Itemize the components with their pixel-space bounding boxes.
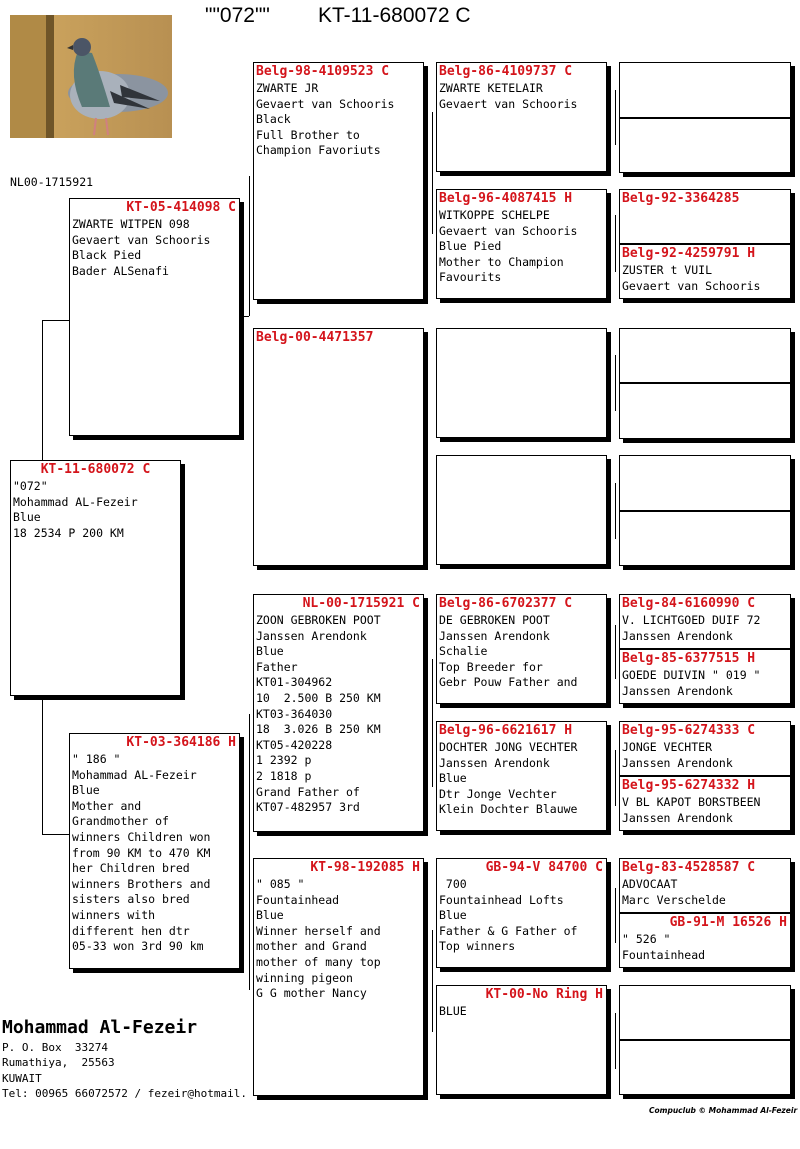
- dam-line-9: winners Brothers and: [72, 876, 211, 891]
- dam-dam-line-8: G G mother Nancy: [256, 986, 367, 1001]
- ds-dam-ring: Belg-96-6621617 H: [439, 723, 573, 738]
- dam-line-12: different hen dtr: [72, 923, 190, 938]
- ss-dam-line-4: Mother to Champion: [439, 254, 564, 269]
- ss-dam-card[interactable]: [436, 189, 607, 299]
- dd-sire-line-2: Fountainhead Lofts: [439, 892, 564, 907]
- ds-sire-line-1: DE GEBROKEN POOT: [439, 613, 550, 627]
- g4-card-10[interactable]: [619, 649, 791, 704]
- ds-dam-line-2: Janssen Arendonk: [439, 755, 550, 770]
- g4-card-8[interactable]: [619, 511, 791, 566]
- sire-line-4: Bader ALSenafi: [72, 263, 169, 278]
- ss-dam-line-2: Gevaert van Schooris: [439, 223, 578, 238]
- dam-line-7: from 90 KM to 470 KM: [72, 845, 211, 860]
- dam-line-6: winners Children won: [72, 829, 211, 844]
- g4-card-13-line-2: Marc Verschelde: [622, 892, 726, 907]
- dam-sire-line-11: 2 1818 p: [256, 768, 312, 783]
- g4-card-6[interactable]: [619, 383, 791, 439]
- subject-line-4: 18 2534 P 200 KM: [13, 525, 124, 540]
- dam-sire-line-3: Blue: [256, 644, 284, 659]
- ds-sire-card[interactable]: [436, 594, 607, 704]
- dam-sire-line-7: KT03-364030: [256, 706, 333, 721]
- g4-card-13[interactable]: [619, 858, 791, 913]
- dam-line-8: her Children bred: [72, 861, 190, 876]
- owner-line-4: Tel: 00965 66072572 / fezeir@hotmail.: [2, 1086, 248, 1100]
- g4-card-9-line-2: Janssen Arendonk: [622, 628, 733, 643]
- owner-line-2: Rumathiya, 25563: [2, 1056, 115, 1070]
- subject-line-2: Mohammad AL-Fezeir: [13, 494, 138, 509]
- dd-sire-ring: GB-94-V 84700 C: [485, 860, 603, 875]
- sire-line-2: Gevaert van Schooris: [72, 232, 211, 247]
- dam-sire-ring: NL-00-1715921 C: [302, 596, 420, 611]
- sd-sire-card[interactable]: [436, 328, 607, 438]
- dam-dam-line-4: Winner herself and: [256, 923, 381, 938]
- sire-sire-line-5: Champion Favoriuts: [256, 143, 381, 158]
- dd-sire-card[interactable]: [436, 858, 607, 968]
- g4-card-12-line-1: V BL KAPOT BORSTBEEN: [622, 795, 761, 809]
- ss-dam-line-1: WITKOPPE SCHELPE: [439, 208, 550, 222]
- g4-card-14-ring: GB-91-M 16526 H: [669, 915, 787, 930]
- g4-card-10-line-2: Janssen Arendonk: [622, 683, 733, 698]
- ds-sire-line-4: Top Breeder for: [439, 659, 543, 674]
- sire-sire-ring: Belg-98-4109523 C: [256, 64, 390, 79]
- dam-line-1: " 186 ": [72, 752, 121, 766]
- g4-card-7[interactable]: [619, 455, 791, 511]
- g4-card-10-line-1: GOEDE DUIVIN " 019 ": [622, 668, 761, 682]
- ss-sire-ring: Belg-86-4109737 C: [439, 64, 573, 79]
- g4-card-4-ring: Belg-92-4259791 H: [622, 246, 756, 261]
- g4-card-4-line-1: ZUSTER t VUIL: [622, 263, 713, 277]
- sire-sire-line-4: Full Brother to: [256, 127, 360, 142]
- g4-card-9[interactable]: [619, 594, 791, 649]
- g4-card-10-ring: Belg-85-6377515 H: [622, 651, 756, 666]
- g4-card-11-ring: Belg-95-6274333 C: [622, 723, 756, 738]
- g4-card-12-line-2: Janssen Arendonk: [622, 810, 733, 825]
- dam-sire-line-1: ZOON GEBROKEN POOT: [256, 613, 381, 627]
- ds-dam-line-3: Blue: [439, 771, 467, 786]
- ds-dam-line-5: Klein Dochter Blauwe: [439, 802, 578, 817]
- g4-card-12[interactable]: [619, 776, 791, 831]
- sire-sire-line-2: Gevaert van Schooris: [256, 96, 395, 111]
- dam-dam-line-1: " 085 ": [256, 877, 305, 891]
- ds-dam-card[interactable]: [436, 721, 607, 831]
- sd-dam-card[interactable]: [436, 455, 607, 565]
- sire-card[interactable]: [69, 198, 240, 436]
- owner-name: Mohammad Al-Fezeir: [2, 1017, 198, 1038]
- dd-sire-line-1: 700: [439, 877, 467, 891]
- dd-dam-card[interactable]: [436, 985, 607, 1095]
- pigeon-nickname: ""072"": [205, 4, 270, 27]
- dam-sire-line-6: 10 2.500 B 250 KM: [256, 690, 381, 705]
- dam-sire-line-12: Grand Father of: [256, 784, 360, 799]
- g4-card-3[interactable]: [619, 189, 791, 244]
- sire-line-ring: NL00-1715921: [10, 175, 94, 189]
- dd-dam-ring: KT-00-No Ring H: [485, 987, 603, 1002]
- g4-card-15[interactable]: [619, 985, 791, 1040]
- g4-card-9-ring: Belg-84-6160990 C: [622, 596, 756, 611]
- g4-card-11-line-1: JONGE VECHTER: [622, 740, 713, 754]
- g4-card-9-line-1: V. LICHTGOED DUIF 72: [622, 613, 761, 627]
- dd-sire-line-4: Father & G Father of: [439, 923, 578, 938]
- dam-dam-line-6: mother of many top: [256, 954, 381, 969]
- dam-dam-line-3: Blue: [256, 908, 284, 923]
- sire-ring: KT-05-414098 C: [126, 200, 236, 215]
- owner-line-1: P. O. Box 33274: [2, 1041, 108, 1054]
- sire-sire-line-1: ZWARTE JR: [256, 81, 319, 95]
- g4-card-14-line-1: " 526 ": [622, 932, 671, 946]
- owner-line-3: KUWAIT: [2, 1071, 42, 1085]
- g4-card-4-line-2: Gevaert van Schooris: [622, 278, 761, 293]
- g4-card-4[interactable]: [619, 244, 791, 299]
- dam-ring: KT-03-364186 H: [126, 735, 236, 750]
- dam-dam-line-5: mother and Grand: [256, 939, 367, 954]
- g4-card-11-line-2: Janssen Arendonk: [622, 755, 733, 770]
- g4-card-13-ring: Belg-83-4528587 C: [622, 860, 756, 875]
- ds-dam-line-4: Dtr Jonge Vechter: [439, 786, 557, 801]
- pigeon-photo: [10, 15, 172, 138]
- dam-sire-line-2: Janssen Arendonk: [256, 628, 367, 643]
- pigeon-icon: [10, 15, 172, 138]
- g4-card-14-line-2: Fountainhead: [622, 947, 706, 962]
- dam-line-4: Mother and: [72, 798, 142, 813]
- ds-dam-line-1: DOCHTER JONG VECHTER: [439, 740, 578, 754]
- dd-sire-line-5: Top winners: [439, 939, 516, 954]
- sire-line-1: ZWARTE WITPEN 098: [72, 217, 190, 231]
- g4-card-12-ring: Belg-95-6274332 H: [622, 778, 756, 793]
- ss-sire-card[interactable]: [436, 62, 607, 172]
- dam-line-11: winners with: [72, 907, 156, 922]
- dam-dam-ring: KT-98-192085 H: [310, 860, 420, 875]
- subject-line-1: "072": [13, 479, 48, 493]
- dam-line-3: Blue: [72, 783, 100, 798]
- g4-card-13-line-1: ADVOCAAT: [622, 877, 678, 891]
- sire-dam-ring: Belg-00-4471357: [256, 330, 374, 345]
- g4-card-16[interactable]: [619, 1040, 791, 1095]
- dam-sire-line-13: KT07-482957 3rd: [256, 800, 360, 815]
- dam-sire-line-4: Father: [256, 659, 298, 674]
- sire-sire-line-3: Black: [256, 112, 291, 127]
- owner-address: [2, 1040, 247, 1101]
- g4-card-2[interactable]: [619, 118, 791, 173]
- g4-card-3-ring: Belg-92-3364285: [622, 191, 740, 206]
- subject-pigeon-card[interactable]: [10, 460, 181, 696]
- dam-sire-card[interactable]: [253, 594, 424, 832]
- g4-card-14[interactable]: [619, 913, 791, 968]
- dam-dam-line-7: winning pigeon: [256, 970, 353, 985]
- ds-sire-line-2: Janssen Arendonk: [439, 628, 550, 643]
- ds-sire-line-3: Schalie: [439, 644, 488, 659]
- ss-sire-line-2: Gevaert van Schooris: [439, 96, 578, 111]
- dam-card[interactable]: [69, 733, 240, 969]
- dam-line-5: Grandmother of: [72, 814, 169, 829]
- dam-sire-line-5: KT01-304962: [256, 675, 333, 690]
- sire-dam-card[interactable]: [253, 328, 424, 566]
- dam-sire-line-10: 1 2392 p: [256, 753, 312, 768]
- dam-line-10: sisters also bred: [72, 892, 190, 907]
- ss-dam-ring: Belg-96-4087415 H: [439, 191, 573, 206]
- footer-credit: Compuclub © Mohammad Al-Fezeir: [649, 1106, 798, 1115]
- dam-dam-line-2: Fountainhead: [256, 892, 340, 907]
- dd-sire-line-3: Blue: [439, 908, 467, 923]
- ss-dam-line-3: Blue Pied: [439, 239, 502, 254]
- dam-dam-card[interactable]: [253, 858, 424, 1096]
- dam-line-13: 05-33 won 3rd 90 km: [72, 939, 204, 954]
- dd-dam-line-1: BLUE: [439, 1004, 467, 1018]
- g4-card-1[interactable]: [619, 62, 791, 118]
- ds-sire-ring: Belg-86-6702377 C: [439, 596, 573, 611]
- g4-card-5[interactable]: [619, 328, 791, 383]
- sire-line-3: Black Pied: [72, 248, 142, 263]
- sire-sire-card[interactable]: [253, 62, 424, 300]
- dam-sire-line-8: 18 3.026 B 250 KM: [256, 722, 381, 737]
- ss-sire-line-1: ZWARTE KETELAIR: [439, 81, 543, 95]
- dam-line-2: Mohammad AL-Fezeir: [72, 767, 197, 782]
- dam-sire-line-9: KT05-420228: [256, 737, 333, 752]
- g4-card-11[interactable]: [619, 721, 791, 776]
- ss-dam-line-5: Favourits: [439, 270, 502, 285]
- subject-line-3: Blue: [13, 510, 41, 525]
- pigeon-ring-title: KT-11-680072 C: [318, 4, 471, 27]
- subject-ring: KT-11-680072 C: [40, 462, 151, 477]
- ds-sire-line-5: Gebr Pouw Father and: [439, 675, 578, 690]
